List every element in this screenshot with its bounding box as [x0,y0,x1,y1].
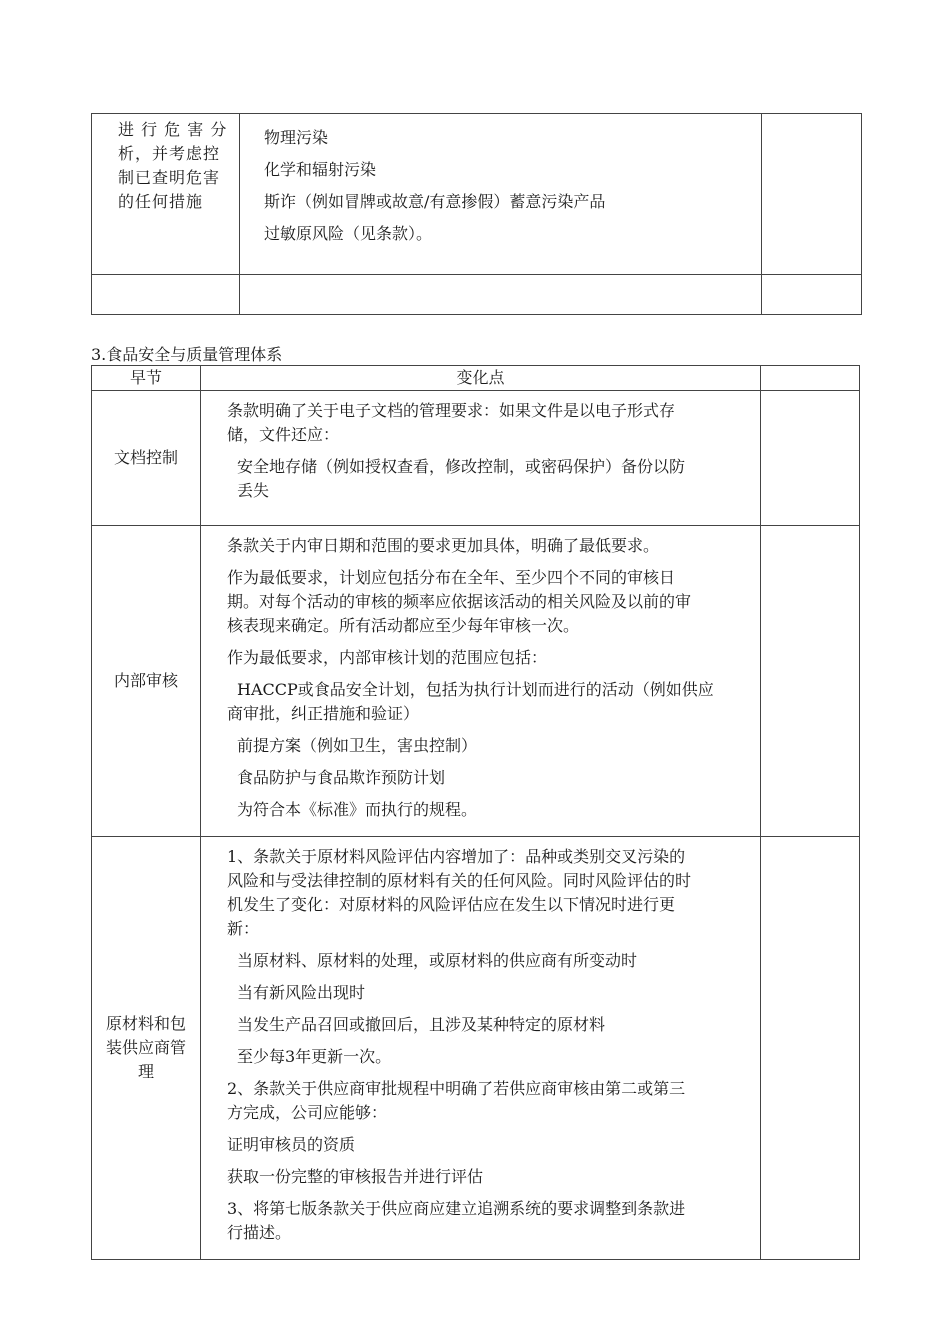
remarks-cell [761,837,860,1260]
section-name: 文档控制 [113,448,178,467]
cell-line: 机发生了变化：对原材料的风险评估应在发生以下情况时进行更 [227,895,676,914]
cell-line: 核表现来确定。所有活动都应至少每年审核一次。 [227,616,580,635]
cell-line: 丢失 [237,481,270,500]
cell-line: HACCP或食品安全计划，包括为执行计划而进行的活动（例如供应 [237,680,714,699]
column-header-changes: 变化点 [201,366,761,391]
table-row [92,837,860,1260]
cell-line: 析，并考虑控 [118,144,221,163]
table-row [92,526,860,837]
content-cell [240,114,762,275]
cell-line: 新： [227,919,260,938]
remarks-cell [761,391,860,526]
cell-line: 的任何措施 [118,192,204,211]
cell-line: 获取一份完整的审核报告并进行评估 [227,1167,484,1186]
cell-line: 2、条款关于供应商审批规程中明确了若供应商审核由第二或第三 [227,1079,686,1098]
empty-cell [240,275,762,315]
cell-line: 进 行 危 害 分 [118,120,228,139]
cell-line: 风险和与受法律控制的原材料有关的任何风险。同时风险评估的时 [227,871,692,890]
section-name: 内部审核 [113,671,178,690]
cell-line: 当原材料、原材料的处理，或原材料的供应商有所变动时 [237,951,638,970]
column-header-blank [761,366,860,391]
table-row [92,114,862,275]
change-description-cell [201,837,761,1260]
empty-cell [92,275,240,315]
cell-line: 食品防护与食品欺诈预防计划 [237,768,446,787]
cell-line: 1、条款关于原材料风险评估内容增加了：品种或类别交叉污染的 [227,847,686,866]
empty-cell [762,275,862,315]
cell-line: 条款明确了关于电子文档的管理要求：如果文件是以电子形式存 [227,401,676,420]
cell-line: 条款关于内审日期和范围的要求更加具体，明确了最低要求。 [227,536,660,555]
cell-line: 物理污染 [264,128,329,147]
table-row [92,391,860,526]
cell-line: 作为最低要求，内部审核计划的范围应包括： [227,648,548,667]
change-description-cell [201,526,761,837]
changes-table [91,365,860,1260]
section-name-cell [92,391,201,526]
remarks-cell [761,526,860,837]
cell-line: 前提方案（例如卫生，害虫控制） [237,736,478,755]
cell-line: 至少每3年更新一次。 [237,1047,392,1066]
cell-line: 证明审核员的资质 [227,1135,356,1154]
cell-line: 安全地存储（例如授权查看，修改控制，或密码保护）备份以防 [237,457,686,476]
section-name: 理 [137,1062,154,1081]
section-name: 装供应商管 [105,1038,186,1057]
cell-line: 期。对每个活动的审核的频率应依据该活动的相关风险及以前的审 [227,592,692,611]
cell-line: 行描述。 [227,1223,292,1242]
section-name-cell [92,526,201,837]
cell-line: 方完成，公司应能够： [227,1103,388,1122]
cell-line: 化学和辐射污染 [264,160,377,179]
cell-line: 斯诈（例如冒牌或故意/有意掺假）蓄意污染产品 [264,192,606,211]
change-description-cell [201,391,761,526]
section-caption: 3.食品安全与质量管理体系 [91,345,283,364]
cell-line: 当发生产品召回或撤回后，且涉及某种特定的原材料 [237,1015,606,1034]
section-name-cell [92,837,201,1260]
cell-line: 当有新风险出现时 [237,983,366,1002]
table-header-row [92,366,860,391]
column-header-section: 早节 [92,366,201,391]
cell-line: 制已查明危害 [118,168,221,187]
cell-line: 作为最低要求，计划应包括分布在全年、至少四个不同的审核日 [227,568,676,587]
hazard-analysis-table [91,113,862,315]
remarks-cell [762,114,862,275]
section-name: 原材料和包 [105,1014,186,1033]
table-row [92,275,862,315]
clause-cell [92,114,240,275]
cell-line: 储，文件还应： [227,425,340,444]
cell-line: 3、将第七版条款关于供应商应建立追溯系统的要求调整到条款进 [227,1199,686,1218]
cell-line: 为符合本《标准》而执行的规程。 [237,800,478,819]
cell-line: 商审批，纠正措施和验证） [227,704,420,723]
cell-line: 过敏原风险（见条款）。 [264,224,433,243]
